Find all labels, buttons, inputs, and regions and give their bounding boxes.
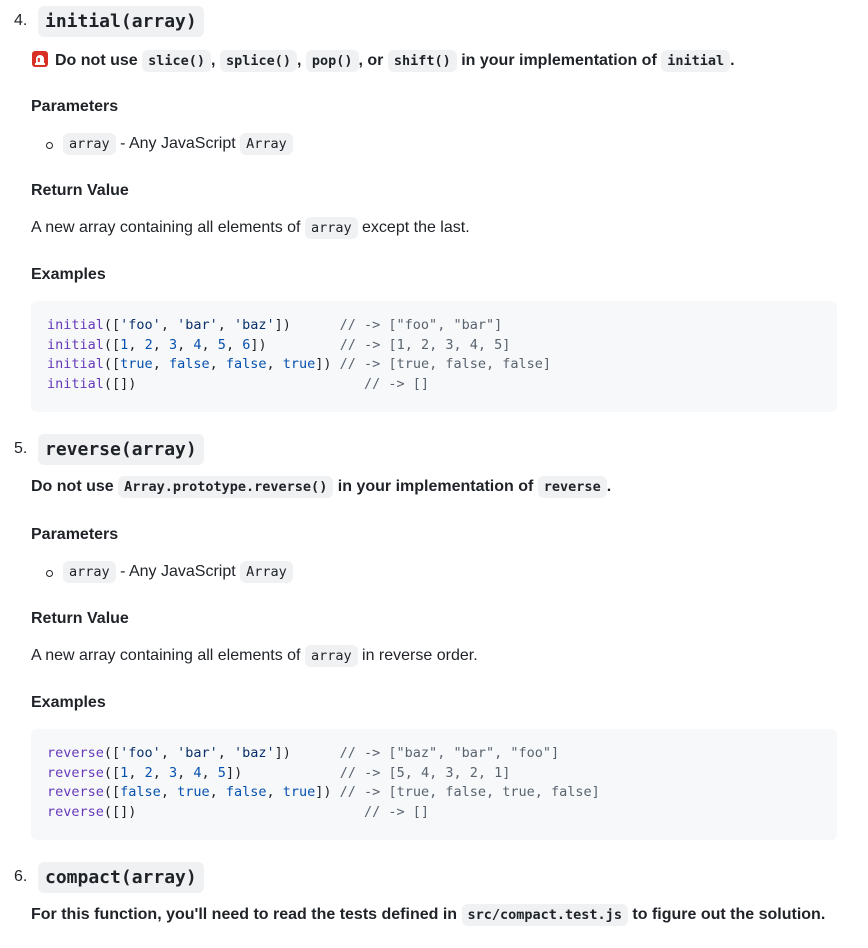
examples-heading: Examples xyxy=(31,694,106,711)
period: . xyxy=(606,478,612,495)
code-block-reverse xyxy=(31,729,837,840)
code-target: initial xyxy=(661,50,730,72)
function-name: reverse(array) xyxy=(38,434,204,465)
warning-prefix: Do not use xyxy=(55,52,138,69)
param-desc: - Any JavaScript xyxy=(120,563,236,580)
code-token: false xyxy=(225,784,267,801)
code-token: 'baz' xyxy=(233,317,275,333)
code-line xyxy=(47,317,502,333)
code-token: , xyxy=(266,356,283,373)
code-token: , xyxy=(177,764,194,781)
code-comment: // -> [] xyxy=(364,804,430,821)
code-line xyxy=(47,745,559,761)
code-comment: // -> ["foo", "bar"] xyxy=(339,317,503,333)
code-line xyxy=(47,337,510,353)
parameters-heading: Parameters xyxy=(31,526,119,543)
code-token: ]) xyxy=(250,336,340,353)
param-item xyxy=(63,135,293,153)
bullet-icon xyxy=(46,142,53,149)
code-token: 1 xyxy=(120,764,129,781)
code-token: ([ xyxy=(103,336,121,353)
code-token: 2 xyxy=(144,764,153,781)
code-line xyxy=(47,376,429,392)
return-heading: Return Value xyxy=(31,610,129,627)
bullet-icon xyxy=(46,570,53,577)
code-comment: // -> ["baz", "bar", "foo"] xyxy=(339,745,560,761)
separator: , or xyxy=(358,52,384,69)
code-line xyxy=(47,784,600,800)
code-function: reverse xyxy=(47,764,104,781)
code-token: ]) xyxy=(274,745,340,761)
code-comment: // -> [5, 4, 3, 2, 1] xyxy=(339,764,511,781)
code-function: initial xyxy=(47,317,104,333)
code-token: ([ xyxy=(103,317,121,333)
item-number: 6. xyxy=(14,868,28,885)
item-heading-compact xyxy=(14,860,204,894)
warning-suffix: in your implementation of xyxy=(337,478,534,495)
code-examples xyxy=(47,744,600,823)
code-token: , xyxy=(201,764,218,781)
code-token: 'baz' xyxy=(233,745,275,761)
code-comment: // -> [true, false, false] xyxy=(339,356,551,373)
return-text: A new array containing all elements of xyxy=(31,219,301,236)
code-token: 2 xyxy=(144,336,153,353)
code-pop: pop() xyxy=(306,50,359,72)
code-token: 'bar' xyxy=(177,745,218,761)
code-shift: shift() xyxy=(388,50,457,72)
code-token: 5 xyxy=(217,336,226,353)
code-token: true xyxy=(282,784,316,801)
code-token: false xyxy=(168,356,210,373)
warning-prefix: Do not use xyxy=(31,478,114,495)
code-token: , xyxy=(152,356,169,373)
code-token: ]) xyxy=(225,764,340,781)
code-comment: // -> [] xyxy=(364,376,430,393)
code-splice: splice() xyxy=(220,50,297,72)
code-token: , xyxy=(128,764,145,781)
code-token: , xyxy=(225,336,243,353)
return-text-end: except the last. xyxy=(362,219,470,236)
code-token: true xyxy=(282,356,316,373)
param-type: Array xyxy=(240,561,293,583)
code-slice: slice() xyxy=(142,50,211,72)
code-token: ]) xyxy=(315,784,340,801)
code-token: false xyxy=(120,784,161,801)
period: . xyxy=(730,52,735,69)
item-number: 5. xyxy=(14,440,28,457)
code-token: , xyxy=(217,745,234,761)
code-line xyxy=(47,765,510,781)
code-token: , xyxy=(160,784,178,801)
code-token: ([ xyxy=(103,356,121,373)
code-token: 1 xyxy=(120,336,129,353)
code-target: reverse xyxy=(538,476,607,498)
return-code: array xyxy=(305,217,358,239)
return-text-end: in reverse order. xyxy=(362,647,478,664)
warning-initial xyxy=(31,50,735,70)
code-token: 'foo' xyxy=(120,317,161,333)
code-line xyxy=(47,356,551,372)
examples-heading: Examples xyxy=(31,266,106,283)
code-token: ([ xyxy=(103,764,121,781)
return-description xyxy=(31,647,478,665)
test-file-path: src/compact.test.js xyxy=(462,904,628,926)
return-code: array xyxy=(305,645,358,667)
code-token: , xyxy=(217,317,234,333)
code-token: , xyxy=(177,336,194,353)
code-token: ([]) xyxy=(103,376,364,393)
code-function: reverse xyxy=(47,745,104,761)
code-line xyxy=(47,804,429,820)
param-item xyxy=(63,563,293,581)
code-token: 5 xyxy=(217,764,226,781)
code-function: reverse xyxy=(47,804,104,821)
return-text: A new array containing all elements of xyxy=(31,647,301,664)
return-description xyxy=(31,219,470,237)
code-token: , xyxy=(160,317,178,333)
code-token: ([ xyxy=(103,745,121,761)
code-token: false xyxy=(225,356,267,373)
code-function: initial xyxy=(47,336,104,353)
code-token: ]) xyxy=(274,317,340,333)
code-token: , xyxy=(201,336,218,353)
function-name: initial(array) xyxy=(38,6,204,37)
code-token: , xyxy=(128,336,145,353)
warning-reverse xyxy=(31,478,611,496)
param-name: array xyxy=(63,133,116,155)
code-token: 'foo' xyxy=(120,745,161,761)
warning-suffix: in your implementation of xyxy=(461,52,657,69)
code-function: initial xyxy=(47,356,104,373)
code-comment: // -> [1, 2, 3, 4, 5] xyxy=(339,336,511,353)
note-text-end: to figure out the solution. xyxy=(632,906,826,923)
code-examples xyxy=(47,316,551,395)
code-token: , xyxy=(209,784,226,801)
item-heading-reverse xyxy=(14,432,204,466)
separator: , xyxy=(211,52,216,69)
code-token: 3 xyxy=(168,764,178,781)
code-token: true xyxy=(177,784,210,801)
code-token: 6 xyxy=(242,336,251,353)
function-name: compact(array) xyxy=(38,862,204,893)
code-token: true xyxy=(120,356,153,373)
code-token: 4 xyxy=(193,336,202,353)
code-function: initial xyxy=(47,376,104,393)
code-comment: // -> [true, false, true, false] xyxy=(339,784,600,801)
parameters-heading: Parameters xyxy=(31,98,119,115)
siren-icon xyxy=(31,50,49,68)
code-array-reverse: Array.prototype.reverse() xyxy=(118,476,333,498)
code-function: reverse xyxy=(47,784,104,801)
code-token: , xyxy=(209,356,226,373)
code-token: ]) xyxy=(315,356,340,373)
code-token: 3 xyxy=(168,336,178,353)
note-text: For this function, you'll need to read the tests defined in xyxy=(31,906,458,923)
return-heading: Return Value xyxy=(31,182,129,199)
param-type: Array xyxy=(240,133,293,155)
code-token: 'bar' xyxy=(177,317,218,333)
code-token: , xyxy=(160,745,178,761)
param-name: array xyxy=(63,561,116,583)
code-token: 4 xyxy=(193,764,202,781)
code-token: , xyxy=(266,784,283,801)
code-token: ([ xyxy=(103,784,121,801)
item-number: 4. xyxy=(14,12,28,29)
param-desc: - Any JavaScript xyxy=(120,135,236,152)
compact-note xyxy=(31,906,825,924)
item-heading-initial xyxy=(14,4,204,38)
code-token: , xyxy=(152,764,169,781)
code-token: ([]) xyxy=(103,804,364,821)
separator: , xyxy=(296,52,302,69)
code-block-initial xyxy=(31,301,837,412)
code-token: , xyxy=(152,336,169,353)
